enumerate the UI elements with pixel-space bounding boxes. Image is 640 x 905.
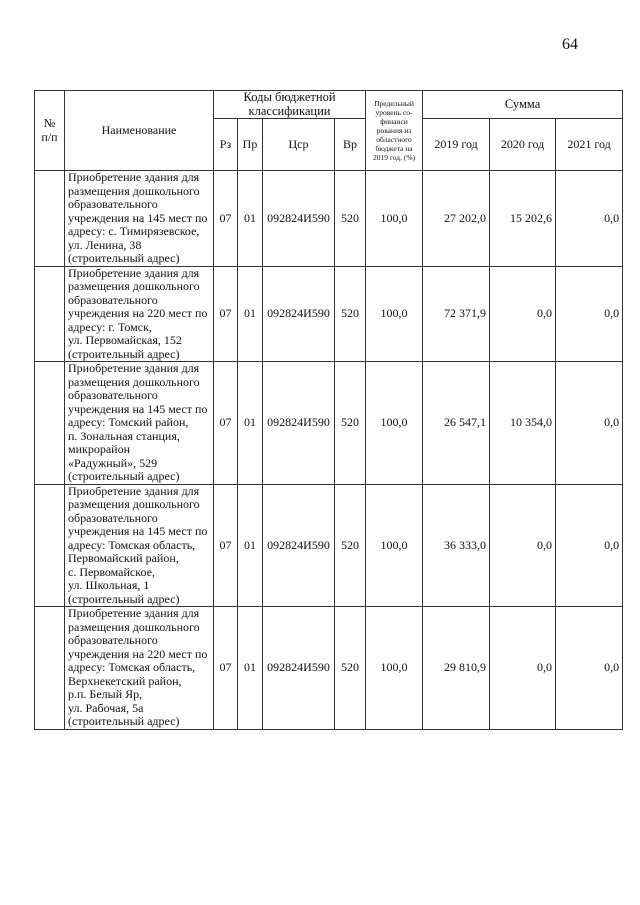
row-name-cell [65, 607, 214, 730]
name-line: учреждения на 145 мест по [68, 210, 208, 225]
name-line: ул. Ленина, 38 [68, 237, 142, 252]
sum-2020-cell: 15 202,6 [490, 171, 556, 267]
name-line: размещения дошкольного [68, 183, 200, 198]
rz-cell: 07 [214, 362, 238, 485]
limit-cell: 100,0 [366, 362, 423, 485]
vr-cell: 520 [335, 171, 366, 267]
row-name-cell [65, 171, 214, 267]
name-line: (строительный адрес) [68, 469, 180, 483]
name-line: Первомайский район, [68, 551, 179, 565]
limit-cell: 100,0 [366, 607, 423, 730]
name-line: образовательного [68, 197, 158, 211]
sum-2020-cell: 0,0 [490, 607, 556, 730]
name-line: Приобретение здания для [68, 170, 200, 184]
sum-2020-cell: 0,0 [490, 266, 556, 362]
header-vr: Вр [335, 119, 366, 171]
header-csr: Цср [263, 119, 335, 171]
csr-cell: 092824И590 [263, 484, 335, 607]
name-line: адресу: с. Тимирязевское, [68, 224, 200, 238]
name-line: п. Зональная станция, [68, 428, 180, 443]
name-line: размещения дошкольного [68, 497, 200, 511]
vr-cell: 520 [335, 484, 366, 607]
sum-2021-cell: 0,0 [556, 484, 623, 607]
name-line: ул. Рабочая, 5а [68, 700, 144, 715]
vr-cell: 520 [335, 266, 366, 362]
name-line: учреждения на 220 мест по [68, 646, 208, 661]
pr-cell: 01 [238, 607, 263, 730]
row-number-cell [35, 484, 65, 607]
budget-table [34, 90, 623, 730]
name-line: размещения дошкольного [68, 279, 200, 293]
name-line: р.п. Белый Яр, [68, 687, 143, 701]
header-sum-group: Сумма [423, 91, 623, 119]
sum-2019-cell: 27 202,0 [423, 171, 490, 267]
header-rz: Рз [214, 119, 238, 171]
sum-2019-cell: 26 547,1 [423, 362, 490, 485]
row-number-cell [35, 607, 65, 730]
sum-2021-cell: 0,0 [556, 171, 623, 267]
name-line: учреждения на 145 мест по [68, 401, 208, 416]
row-name-cell [65, 484, 214, 607]
name-line: адресу: Томская область, [68, 660, 196, 674]
sum-2021-cell: 0,0 [556, 362, 623, 485]
name-line: ул. Школьная, 1 [68, 578, 150, 592]
name-line: учреждения на 145 мест по [68, 524, 208, 538]
name-line: адресу: г. Томск, [68, 319, 152, 334]
vr-cell: 520 [335, 607, 366, 730]
header-2021: 2021 год [556, 119, 623, 171]
name-line: Приобретение здания для [68, 606, 200, 620]
sum-2020-cell: 10 354,0 [490, 362, 556, 485]
name-line: микрорайон [68, 442, 131, 456]
pr-cell: 01 [238, 362, 263, 485]
rz-cell: 07 [214, 171, 238, 267]
row-name-cell [65, 362, 214, 485]
name-line: (строительный адрес) [68, 591, 180, 606]
name-line: образовательного [68, 510, 158, 525]
sum-2021-cell: 0,0 [556, 607, 623, 730]
table-row [35, 484, 623, 607]
header-limit: Предельный уровень со-финанси рования из областного бюджета на 2019 год, (%) [366, 91, 423, 171]
header-2020: 2020 год [490, 119, 556, 171]
table-row [35, 171, 623, 267]
name-line: ул. Первомайская, 152 [68, 333, 182, 347]
name-line: размещения дошкольного [68, 374, 200, 389]
row-number-cell [35, 171, 65, 267]
pr-cell: 01 [238, 266, 263, 362]
limit-cell: 100,0 [366, 484, 423, 607]
csr-cell: 092824И590 [263, 266, 335, 362]
page-number: 64 [562, 36, 578, 53]
name-line: Приобретение здания для [68, 265, 200, 280]
name-line: образовательного [68, 292, 158, 307]
table-row [35, 607, 623, 730]
header-name: Наименование [65, 91, 214, 171]
sum-2019-cell: 29 810,9 [423, 607, 490, 730]
csr-cell: 092824И590 [263, 607, 335, 730]
name-line: адресу: Томская область, [68, 537, 196, 552]
pr-cell: 01 [238, 171, 263, 267]
row-number-cell [35, 266, 65, 362]
limit-cell: 100,0 [366, 171, 423, 267]
sum-2019-cell: 36 333,0 [423, 484, 490, 607]
rz-cell: 07 [214, 266, 238, 362]
row-name-cell [65, 266, 214, 362]
table-header [35, 91, 623, 171]
pr-cell: 01 [238, 484, 263, 607]
name-line: адресу: Томский район, [68, 415, 189, 429]
name-line: (строительный адрес) [68, 251, 180, 265]
header-2019: 2019 год [423, 119, 490, 171]
name-line: (строительный адрес) [68, 714, 180, 728]
name-line: «Радужный», 529 [68, 455, 158, 470]
header-num: № п/п [35, 91, 65, 171]
rz-cell: 07 [214, 607, 238, 730]
table-row [35, 362, 623, 485]
name-line: с. Первомайское, [68, 564, 155, 579]
name-line: учреждения на 220 мест по [68, 306, 208, 320]
sum-2019-cell: 72 371,9 [423, 266, 490, 362]
csr-cell: 092824И590 [263, 171, 335, 267]
limit-cell: 100,0 [366, 266, 423, 362]
header-pr: Пр [238, 119, 263, 171]
name-line: Верхнекетский район, [68, 673, 182, 688]
sum-2021-cell: 0,0 [556, 266, 623, 362]
name-line: образовательного [68, 388, 158, 402]
header-codes-group: Коды бюджетной классификации [214, 91, 366, 119]
table-body [35, 171, 623, 730]
sum-2020-cell: 0,0 [490, 484, 556, 607]
name-line: Приобретение здания для [68, 483, 200, 498]
rz-cell: 07 [214, 484, 238, 607]
table-row [35, 266, 623, 362]
name-line: размещения дошкольного [68, 619, 200, 634]
name-line: (строительный адрес) [68, 346, 180, 361]
csr-cell: 092824И590 [263, 362, 335, 485]
vr-cell: 520 [335, 362, 366, 485]
name-line: Приобретение здания для [68, 361, 200, 375]
row-number-cell [35, 362, 65, 485]
name-line: образовательного [68, 633, 158, 647]
